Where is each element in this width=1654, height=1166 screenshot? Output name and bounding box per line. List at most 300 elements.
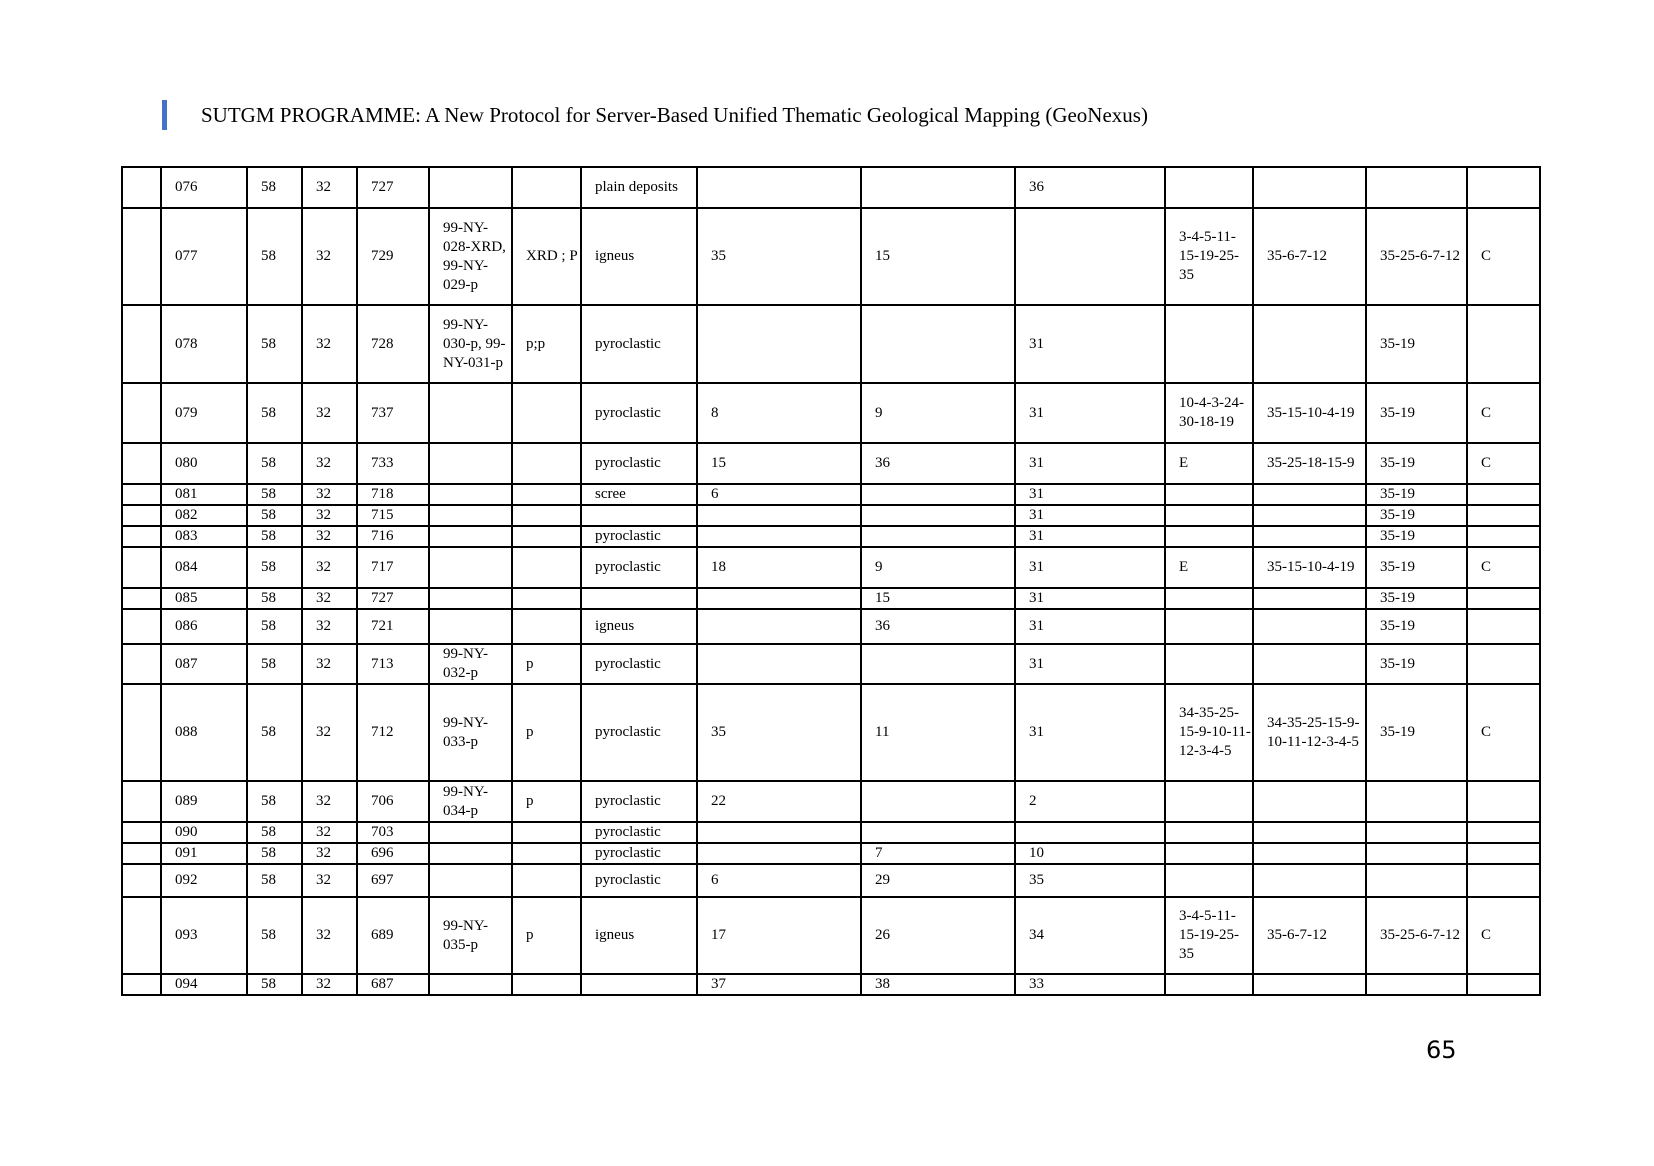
cell-col-11: 10: [1015, 843, 1165, 864]
cell-col-12: 10-4-3-24-30-18-19: [1165, 383, 1253, 443]
cell-sample-codes: [429, 443, 512, 484]
cell-sample-id: 093: [161, 897, 247, 974]
cell-col-10: 11: [861, 684, 1015, 781]
cell-col-14: 35-19: [1366, 684, 1467, 781]
cell-col-10: [861, 505, 1015, 526]
cell-col-13: [1253, 526, 1366, 547]
cell-marker: [122, 609, 161, 644]
cell-col-3: 58: [247, 305, 302, 383]
cell-col-11: [1015, 822, 1165, 843]
cell-col-11: 31: [1015, 484, 1165, 505]
cell-col-13: [1253, 609, 1366, 644]
table-row: [122, 864, 1540, 897]
cell-col-9: 8: [697, 383, 861, 443]
cell-sample-codes: [429, 383, 512, 443]
cell-analysis: [512, 383, 581, 443]
cell-col-9: 15: [697, 443, 861, 484]
cell-lithology: [581, 505, 697, 526]
cell-col-13: [1253, 843, 1366, 864]
cell-col-11: 31: [1015, 609, 1165, 644]
cell-col-10: [861, 526, 1015, 547]
cell-col-12: 3-4-5-11-15-19-25-35: [1165, 208, 1253, 305]
cell-class: C: [1467, 547, 1540, 588]
cell-col-10: 9: [861, 383, 1015, 443]
cell-sample-codes: [429, 609, 512, 644]
cell-col-10: [861, 644, 1015, 684]
cell-marker: [122, 167, 161, 208]
cell-lithology: pyroclastic: [581, 383, 697, 443]
cell-col-3: 58: [247, 974, 302, 995]
cell-col-3: 58: [247, 383, 302, 443]
cell-analysis: XRD ; P: [512, 208, 581, 305]
table-row: [122, 781, 1540, 822]
cell-col-3: 58: [247, 167, 302, 208]
cell-col-3: 58: [247, 843, 302, 864]
cell-sample-codes: 99-NY-034-p: [429, 781, 512, 822]
cell-col-11: [1015, 208, 1165, 305]
cell-analysis: [512, 609, 581, 644]
cell-lithology: [581, 588, 697, 609]
cell-col-10: [861, 822, 1015, 843]
cell-sample-id: 086: [161, 609, 247, 644]
cell-marker: [122, 383, 161, 443]
cell-analysis: p;p: [512, 305, 581, 383]
cell-col-9: 18: [697, 547, 861, 588]
cell-class: [1467, 843, 1540, 864]
cell-col-4: 32: [302, 547, 357, 588]
cell-col-14: [1366, 167, 1467, 208]
cell-col-10: 9: [861, 547, 1015, 588]
cell-class: [1467, 644, 1540, 684]
cell-col-12: [1165, 505, 1253, 526]
cell-col-12: [1165, 822, 1253, 843]
cell-sample-codes: [429, 843, 512, 864]
cell-col-5: 716: [357, 526, 429, 547]
cell-col-3: 58: [247, 609, 302, 644]
cell-analysis: [512, 526, 581, 547]
cell-col-3: 58: [247, 208, 302, 305]
cell-sample-id: 080: [161, 443, 247, 484]
cell-sample-codes: [429, 505, 512, 526]
cell-class: [1467, 781, 1540, 822]
cell-col-11: 31: [1015, 588, 1165, 609]
table-row: [122, 609, 1540, 644]
cell-col-14: [1366, 781, 1467, 822]
cell-lithology: scree: [581, 484, 697, 505]
table-row: [122, 588, 1540, 609]
table-row: [122, 167, 1540, 208]
cell-sample-codes: [429, 588, 512, 609]
cell-sample-codes: [429, 484, 512, 505]
cell-analysis: [512, 167, 581, 208]
cell-col-10: 26: [861, 897, 1015, 974]
cell-col-4: 32: [302, 684, 357, 781]
cell-class: [1467, 505, 1540, 526]
cell-col-5: 737: [357, 383, 429, 443]
cell-col-10: 15: [861, 208, 1015, 305]
cell-col-4: 32: [302, 208, 357, 305]
cell-sample-codes: [429, 167, 512, 208]
cell-class: [1467, 305, 1540, 383]
cell-col-5: 703: [357, 822, 429, 843]
cell-col-12: 34-35-25-15-9-10-11-12-3-4-5: [1165, 684, 1253, 781]
cell-col-14: [1366, 864, 1467, 897]
cell-col-5: 696: [357, 843, 429, 864]
cell-col-5: 721: [357, 609, 429, 644]
table-row: [122, 684, 1540, 781]
cell-col-3: 58: [247, 822, 302, 843]
cell-col-4: 32: [302, 864, 357, 897]
cell-analysis: [512, 822, 581, 843]
cell-col-12: [1165, 588, 1253, 609]
cell-col-3: 58: [247, 897, 302, 974]
cell-col-5: 712: [357, 684, 429, 781]
cell-col-14: [1366, 822, 1467, 843]
cell-analysis: p: [512, 897, 581, 974]
cell-marker: [122, 684, 161, 781]
cell-lithology: pyroclastic: [581, 781, 697, 822]
cell-marker: [122, 208, 161, 305]
cell-col-14: 35-19: [1366, 505, 1467, 526]
cell-col-4: 32: [302, 526, 357, 547]
cell-sample-codes: 99-NY-028-XRD, 99-NY-029-p: [429, 208, 512, 305]
cell-col-5: 729: [357, 208, 429, 305]
cell-sample-id: 077: [161, 208, 247, 305]
cell-class: [1467, 864, 1540, 897]
cell-analysis: [512, 547, 581, 588]
cell-col-3: 58: [247, 588, 302, 609]
cell-marker: [122, 305, 161, 383]
cell-lithology: igneus: [581, 897, 697, 974]
cell-sample-id: 087: [161, 644, 247, 684]
cell-sample-id: 090: [161, 822, 247, 843]
cell-col-5: 687: [357, 974, 429, 995]
cell-col-4: 32: [302, 383, 357, 443]
cell-col-13: [1253, 167, 1366, 208]
cell-col-11: 35: [1015, 864, 1165, 897]
cell-col-11: 31: [1015, 505, 1165, 526]
table-row: [122, 547, 1540, 588]
cell-class: C: [1467, 897, 1540, 974]
cell-marker: [122, 526, 161, 547]
cell-col-13: 35-25-18-15-9: [1253, 443, 1366, 484]
cell-col-5: 706: [357, 781, 429, 822]
cell-analysis: [512, 505, 581, 526]
cell-col-10: 29: [861, 864, 1015, 897]
table-body: [122, 167, 1540, 995]
cell-col-5: 727: [357, 167, 429, 208]
cell-lithology: pyroclastic: [581, 644, 697, 684]
table-row: [122, 644, 1540, 684]
cell-col-14: 35-19: [1366, 484, 1467, 505]
cell-marker: [122, 644, 161, 684]
table-row: [122, 305, 1540, 383]
cell-sample-id: 078: [161, 305, 247, 383]
page-number: 65: [1426, 1036, 1457, 1064]
cell-col-5: 717: [357, 547, 429, 588]
cell-analysis: [512, 864, 581, 897]
cell-col-4: 32: [302, 167, 357, 208]
cell-col-13: 35-6-7-12: [1253, 208, 1366, 305]
cell-col-3: 58: [247, 526, 302, 547]
cell-col-3: 58: [247, 781, 302, 822]
cell-col-10: [861, 484, 1015, 505]
cell-lithology: pyroclastic: [581, 305, 697, 383]
cell-col-13: 34-35-25-15-9-10-11-12-3-4-5: [1253, 684, 1366, 781]
cell-col-14: 35-19: [1366, 609, 1467, 644]
header-title: SUTGM PROGRAMME: A New Protocol for Server-Based Unified Thematic Geological Mapping (GeoNexus): [201, 103, 1148, 127]
cell-col-14: 35-19: [1366, 644, 1467, 684]
cell-col-12: [1165, 974, 1253, 995]
cell-col-14: [1366, 843, 1467, 864]
cell-analysis: [512, 484, 581, 505]
cell-sample-id: 084: [161, 547, 247, 588]
cell-col-14: 35-19: [1366, 305, 1467, 383]
cell-col-11: 31: [1015, 383, 1165, 443]
cell-col-9: 35: [697, 684, 861, 781]
cell-col-5: 728: [357, 305, 429, 383]
cell-class: C: [1467, 684, 1540, 781]
cell-lithology: pyroclastic: [581, 684, 697, 781]
cell-col-4: 32: [302, 644, 357, 684]
cell-col-11: 31: [1015, 644, 1165, 684]
cell-col-14: 35-19: [1366, 547, 1467, 588]
cell-analysis: [512, 588, 581, 609]
cell-col-5: 689: [357, 897, 429, 974]
cell-col-3: 58: [247, 684, 302, 781]
cell-col-13: [1253, 822, 1366, 843]
cell-analysis: p: [512, 781, 581, 822]
cell-col-14: 35-25-6-7-12: [1366, 208, 1467, 305]
cell-marker: [122, 781, 161, 822]
cell-class: C: [1467, 383, 1540, 443]
cell-col-10: [861, 167, 1015, 208]
cell-col-9: [697, 588, 861, 609]
cell-sample-id: 082: [161, 505, 247, 526]
cell-lithology: igneus: [581, 208, 697, 305]
cell-col-14: 35-19: [1366, 588, 1467, 609]
cell-col-3: 58: [247, 547, 302, 588]
cell-col-11: 31: [1015, 443, 1165, 484]
cell-col-4: 32: [302, 974, 357, 995]
cell-lithology: pyroclastic: [581, 843, 697, 864]
cell-marker: [122, 864, 161, 897]
cell-col-4: 32: [302, 609, 357, 644]
cell-analysis: p: [512, 644, 581, 684]
cell-lithology: [581, 974, 697, 995]
cell-col-9: 6: [697, 484, 861, 505]
cell-sample-id: 079: [161, 383, 247, 443]
cell-col-5: 713: [357, 644, 429, 684]
page-header: [162, 100, 1148, 130]
cell-sample-codes: [429, 822, 512, 843]
cell-col-12: [1165, 484, 1253, 505]
cell-sample-id: 089: [161, 781, 247, 822]
cell-col-9: 22: [697, 781, 861, 822]
cell-col-9: [697, 305, 861, 383]
cell-class: [1467, 822, 1540, 843]
cell-analysis: p: [512, 684, 581, 781]
cell-col-4: 32: [302, 588, 357, 609]
cell-col-5: 697: [357, 864, 429, 897]
cell-col-12: 3-4-5-11-15-19-25-35: [1165, 897, 1253, 974]
cell-col-11: 33: [1015, 974, 1165, 995]
cell-sample-codes: 99-NY-035-p: [429, 897, 512, 974]
cell-col-9: [697, 822, 861, 843]
cell-sample-id: 081: [161, 484, 247, 505]
cell-col-13: [1253, 864, 1366, 897]
cell-col-5: 727: [357, 588, 429, 609]
cell-col-12: E: [1165, 547, 1253, 588]
cell-col-11: 2: [1015, 781, 1165, 822]
cell-col-11: 31: [1015, 684, 1165, 781]
cell-class: C: [1467, 208, 1540, 305]
cell-class: C: [1467, 443, 1540, 484]
cell-col-13: [1253, 484, 1366, 505]
cell-col-4: 32: [302, 505, 357, 526]
cell-col-9: [697, 843, 861, 864]
cell-col-4: 32: [302, 843, 357, 864]
cell-sample-codes: 99-NY-030-p, 99-NY-031-p: [429, 305, 512, 383]
cell-col-12: [1165, 644, 1253, 684]
cell-class: [1467, 609, 1540, 644]
cell-col-13: 35-6-7-12: [1253, 897, 1366, 974]
cell-sample-codes: 99-NY-032-p: [429, 644, 512, 684]
cell-col-10: [861, 781, 1015, 822]
cell-sample-codes: [429, 864, 512, 897]
cell-col-13: 35-15-10-4-19: [1253, 383, 1366, 443]
cell-class: [1467, 484, 1540, 505]
cell-col-10: [861, 305, 1015, 383]
cell-col-3: 58: [247, 644, 302, 684]
cell-col-12: [1165, 864, 1253, 897]
cell-analysis: [512, 843, 581, 864]
cell-col-3: 58: [247, 484, 302, 505]
cell-sample-id: 092: [161, 864, 247, 897]
cell-col-4: 32: [302, 484, 357, 505]
cell-marker: [122, 484, 161, 505]
cell-col-11: 31: [1015, 526, 1165, 547]
table-row: [122, 897, 1540, 974]
cell-marker: [122, 822, 161, 843]
cell-marker: [122, 843, 161, 864]
cell-col-14: 35-25-6-7-12: [1366, 897, 1467, 974]
cell-col-10: 7: [861, 843, 1015, 864]
cell-col-13: [1253, 305, 1366, 383]
cell-marker: [122, 897, 161, 974]
sample-table: [121, 166, 1541, 996]
cell-sample-id: 076: [161, 167, 247, 208]
cell-col-9: 35: [697, 208, 861, 305]
cell-col-14: 35-19: [1366, 443, 1467, 484]
cell-sample-id: 094: [161, 974, 247, 995]
cell-class: [1467, 974, 1540, 995]
cell-col-13: [1253, 505, 1366, 526]
cell-col-4: 32: [302, 822, 357, 843]
cell-col-13: [1253, 974, 1366, 995]
cell-col-4: 32: [302, 897, 357, 974]
cell-col-3: 58: [247, 864, 302, 897]
cell-sample-id: 083: [161, 526, 247, 547]
cell-col-9: [697, 505, 861, 526]
cell-lithology: igneus: [581, 609, 697, 644]
cell-col-4: 32: [302, 781, 357, 822]
cell-col-12: E: [1165, 443, 1253, 484]
cell-col-5: 733: [357, 443, 429, 484]
cell-marker: [122, 974, 161, 995]
cell-col-11: 31: [1015, 547, 1165, 588]
cell-col-4: 32: [302, 305, 357, 383]
cell-col-12: [1165, 526, 1253, 547]
table-row: [122, 383, 1540, 443]
cell-col-13: [1253, 588, 1366, 609]
cell-col-12: [1165, 609, 1253, 644]
cell-lithology: plain deposits: [581, 167, 697, 208]
cell-col-13: 35-15-10-4-19: [1253, 547, 1366, 588]
cell-col-3: 58: [247, 505, 302, 526]
cell-lithology: pyroclastic: [581, 526, 697, 547]
cell-col-10: 36: [861, 609, 1015, 644]
cell-col-11: 34: [1015, 897, 1165, 974]
table-row: [122, 526, 1540, 547]
cell-class: [1467, 526, 1540, 547]
table-row: [122, 822, 1540, 843]
cell-analysis: [512, 974, 581, 995]
cell-col-14: 35-19: [1366, 383, 1467, 443]
table-row: [122, 484, 1540, 505]
cell-col-12: [1165, 305, 1253, 383]
cell-marker: [122, 505, 161, 526]
cell-col-13: [1253, 644, 1366, 684]
cell-col-5: 718: [357, 484, 429, 505]
table-row: [122, 505, 1540, 526]
cell-sample-codes: 99-NY-033-p: [429, 684, 512, 781]
cell-col-13: [1253, 781, 1366, 822]
cell-sample-codes: [429, 974, 512, 995]
cell-lithology: pyroclastic: [581, 864, 697, 897]
cell-col-10: 38: [861, 974, 1015, 995]
cell-col-9: [697, 609, 861, 644]
cell-col-5: 715: [357, 505, 429, 526]
cell-sample-id: 088: [161, 684, 247, 781]
cell-col-14: 35-19: [1366, 526, 1467, 547]
cell-col-12: [1165, 167, 1253, 208]
cell-sample-codes: [429, 526, 512, 547]
cell-col-11: 31: [1015, 305, 1165, 383]
cell-lithology: pyroclastic: [581, 822, 697, 843]
cell-sample-id: 091: [161, 843, 247, 864]
cell-col-9: [697, 644, 861, 684]
cell-col-10: 15: [861, 588, 1015, 609]
cell-col-9: [697, 526, 861, 547]
cell-marker: [122, 588, 161, 609]
table-row: [122, 843, 1540, 864]
cell-class: [1467, 588, 1540, 609]
cell-lithology: pyroclastic: [581, 547, 697, 588]
table-row: [122, 974, 1540, 995]
cell-col-12: [1165, 843, 1253, 864]
cell-analysis: [512, 443, 581, 484]
cell-col-4: 32: [302, 443, 357, 484]
cell-col-9: 6: [697, 864, 861, 897]
cell-marker: [122, 443, 161, 484]
cell-col-11: 36: [1015, 167, 1165, 208]
cell-col-10: 36: [861, 443, 1015, 484]
cell-lithology: pyroclastic: [581, 443, 697, 484]
cell-col-12: [1165, 781, 1253, 822]
cell-col-9: 37: [697, 974, 861, 995]
table-row: [122, 208, 1540, 305]
